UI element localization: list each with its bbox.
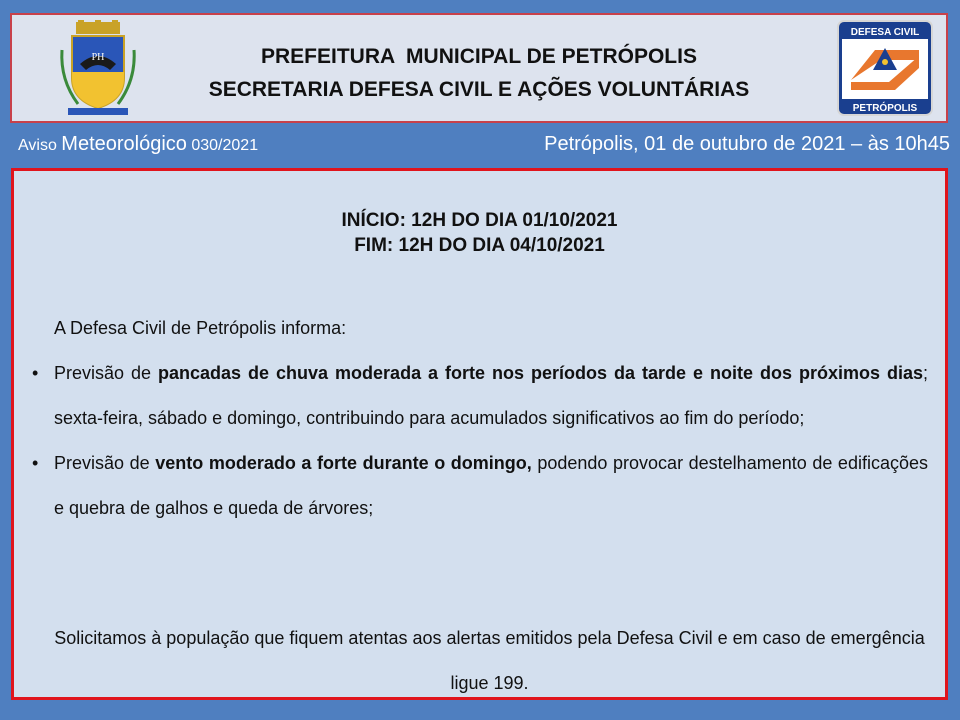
forecast-item-wind <box>32 441 933 531</box>
aviso-prefix: Aviso <box>18 137 62 154</box>
aviso-number: 030/2021 <box>186 137 259 154</box>
notice-body <box>32 306 933 531</box>
svg-text:DEFESA CIVIL: DEFESA CIVIL <box>850 27 920 38</box>
intro-text: A Defesa Civil de Petrópolis informa: <box>54 318 347 338</box>
svg-text:PETRÓPOLIS: PETRÓPOLIS <box>852 103 918 114</box>
bullet-icon: • <box>32 363 39 383</box>
start-date: INÍCIO: 12H DO DIA 01/10/2021 <box>341 210 618 231</box>
header-title <box>12 40 946 106</box>
wind-bold: vento moderado a forte durante o domingo, <box>155 453 532 473</box>
forecast-list <box>32 351 933 531</box>
wind-post: podendo provocar destelhamento de edificações e quebra de galhos e queda de árvores; <box>54 453 933 518</box>
rain-pre: Previsão de <box>54 363 159 383</box>
wind-pre: Previsão de <box>54 453 156 473</box>
rain-post: ; sexta-feira, sábado e domingo, contribuindo para acumulados significativos ao fim do período; <box>54 363 928 428</box>
defesa-civil-logo-icon <box>837 20 933 116</box>
header-title-line1: PREFEITURA MUNICIPAL DE PETRÓPOLIS <box>261 45 697 68</box>
closing-text: Solicitamos à população que fiquem atentas aos alertas emitidos pela Defesa Civil e em caso de emergência ligue 199. <box>54 628 925 693</box>
header-panel <box>10 13 948 123</box>
header-title-line2: SECRETARIA DEFESA CIVIL E AÇÕES VOLUNTÁRIAS <box>208 78 750 101</box>
rain-bold: pancadas de chuva moderada a forte nos períodos da tarde e noite dos próximos dias <box>158 363 923 383</box>
bullet-icon: • <box>32 453 39 473</box>
notice-panel <box>11 168 948 700</box>
svg-text:PH: PH <box>91 52 105 63</box>
end-date: FIM: 12H DO DIA 04/10/2021 <box>354 235 605 256</box>
validity-period <box>14 208 945 258</box>
aviso-word: Meteorológico <box>61 133 187 155</box>
aviso-label <box>18 133 258 156</box>
forecast-item-rain <box>32 351 928 441</box>
issue-date: Petrópolis, 01 de outubro de 2021 – às 10h45 <box>544 133 950 155</box>
